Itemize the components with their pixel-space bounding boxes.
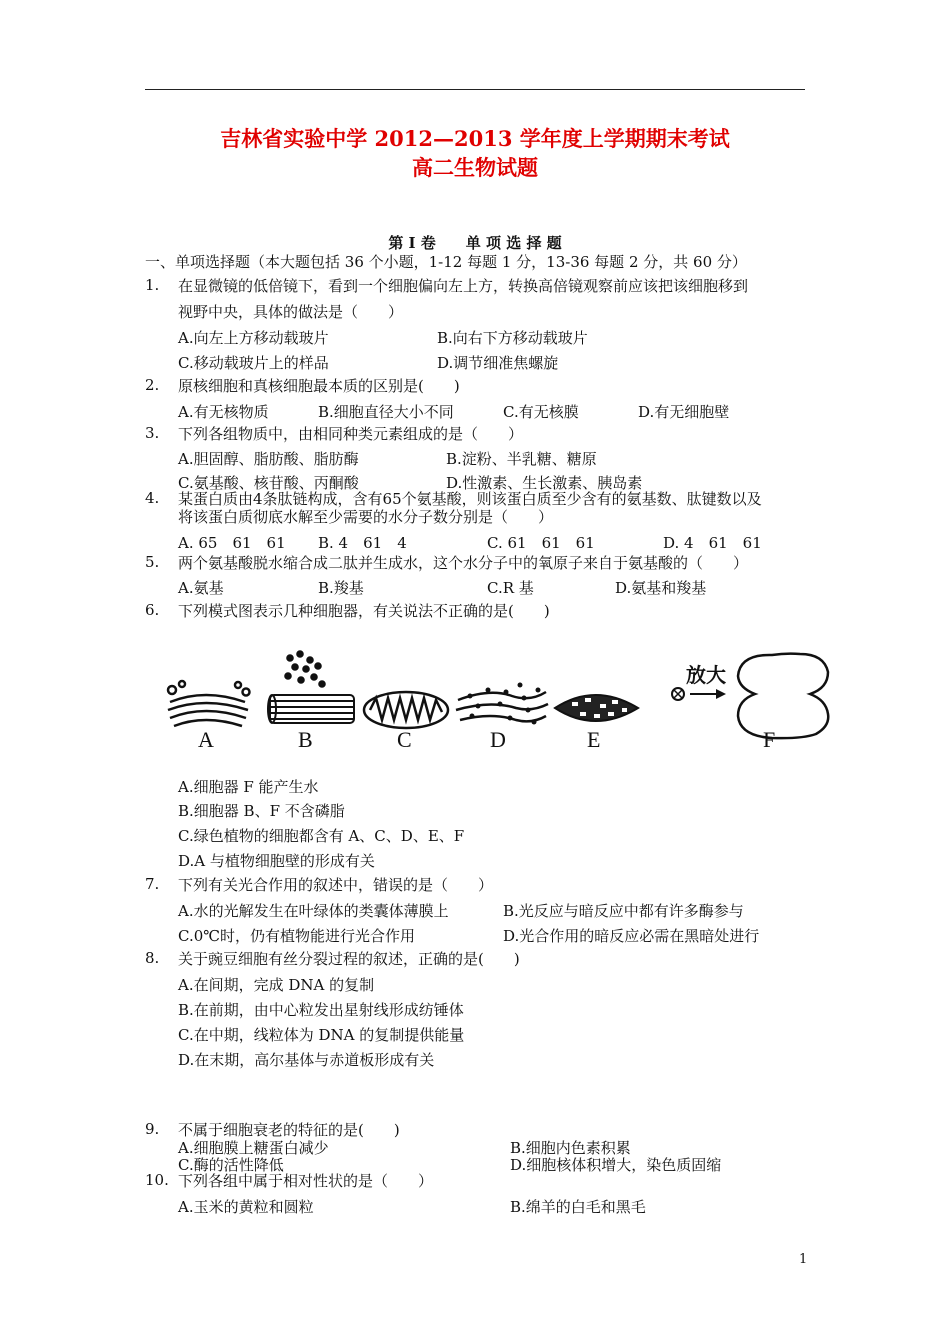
q6-option-a: A.细胞器 F 能产生水: [178, 778, 319, 796]
q5-option-b: B.羧基: [318, 579, 364, 597]
q9-option-a: A.细胞膜上糖蛋白减少: [178, 1139, 329, 1157]
organelle-e-chloroplast: [555, 695, 638, 721]
q9-number: 9.: [145, 1120, 160, 1138]
q4-option-d: D. 4 61 61: [663, 534, 762, 552]
q4-stem-line2: 将该蛋白质彻底水解至少需要的水分子数分别是（ ）: [178, 508, 554, 526]
organelle-c-mitochondrion: [364, 692, 448, 728]
section-intro: 一、单项选择题（本大题包括 36 个小题，1-12 每题 1 分，13-36 每题 2 分，共 60 分）: [145, 253, 747, 271]
q2-stem: 原核细胞和真核细胞最本质的区别是( ): [178, 377, 460, 395]
q9-option-d: D.细胞核体积增大，染色质固缩: [510, 1156, 722, 1174]
q7-stem: 下列有关光合作用的叙述中，错误的是（ ）: [178, 876, 494, 894]
enlarge-label: 放大: [686, 663, 726, 687]
q3-number: 3.: [145, 424, 160, 442]
q8-option-a: A.在间期，完成 DNA 的复制: [178, 976, 375, 994]
q5-option-d: D.氨基和羧基: [615, 579, 707, 597]
q3-option-c: C.氨基酸、核苷酸、丙酮酸: [178, 474, 359, 492]
q6-number: 6.: [145, 601, 160, 619]
q1-option-b: B.向右下方移动载玻片: [437, 329, 588, 347]
q7-number: 7.: [145, 875, 160, 893]
q7-option-a: A.水的光解发生在叶绿体的类囊体薄膜上: [178, 902, 449, 920]
q2-option-b: B.细胞直径大小不同: [318, 403, 454, 421]
figure-label-e: E: [587, 727, 601, 752]
q7-option-d: D.光合作用的暗反应必需在黑暗处进行: [503, 927, 760, 945]
q1-number: 1.: [145, 276, 160, 294]
organelle-a-golgi: [168, 681, 250, 726]
q1-stem-line2: 视野中央，具体的做法是（ ）: [178, 303, 404, 321]
header-rule: [145, 89, 805, 90]
q5-stem: 两个氨基酸脱水缩合成二肽并生成水，这个水分子中的氧原子来自于氨基酸的（ ）: [178, 554, 749, 572]
q8-stem: 关于豌豆细胞有丝分裂过程的叙述，正确的是( ): [178, 950, 520, 968]
q5-number: 5.: [145, 553, 160, 571]
q4-stem-line1: 某蛋白质由4条肽链构成，含有65个氨基酸，则该蛋白质至少含有的氨基数、肽键数以及: [178, 490, 762, 508]
figure-label-d: D: [490, 727, 506, 752]
section-heading: 第 Ⅰ 卷 单 项 选 择 题: [388, 234, 562, 252]
q3-option-a: A.胆固醇、脂肪酸、脂肪酶: [178, 450, 359, 468]
organelle-d-er: [456, 683, 548, 725]
q8-option-b: B.在前期，由中心粒发出星射线形成纺锤体: [178, 1001, 464, 1019]
figure-label-f: F: [763, 727, 776, 752]
figure-label-a: A: [198, 727, 214, 752]
figure-label-c: C: [397, 727, 412, 752]
q6-stem: 下列模式图表示几种细胞器，有关说法不正确的是( ): [178, 602, 550, 620]
q5-option-c: C.R 基: [487, 579, 534, 597]
q6-option-b: B.细胞器 B、F 不含磷脂: [178, 802, 345, 820]
q1-option-c: C.移动载玻片上的样品: [178, 354, 329, 372]
q1-option-d: D.调节细准焦螺旋: [437, 354, 559, 372]
q10-option-a: A.玉米的黄粒和圆粒: [178, 1198, 314, 1216]
q6-option-d: D.A 与植物细胞壁的形成有关: [178, 852, 375, 870]
q2-option-a: A.有无核物质: [178, 403, 269, 421]
q4-number: 4.: [145, 489, 160, 507]
exam-title: 吉林省实验中学 2012—2013 学年度上学期期末考试: [220, 126, 730, 151]
q1-stem-line1: 在显微镜的低倍镜下，看到一个细胞偏向左上方，转换高倍镜观察前应该把该细胞移到: [178, 277, 749, 295]
q10-number: 10.: [145, 1171, 169, 1189]
organelle-b-centriole: [268, 651, 354, 723]
q8-option-d: D.在末期，高尔基体与赤道板形成有关: [178, 1051, 435, 1069]
q4-option-a: A. 65 61 61: [178, 534, 286, 552]
q1-option-a: A.向左上方移动载玻片: [178, 329, 329, 347]
q9-stem: 不属于细胞衰老的特征的是( ): [178, 1121, 400, 1139]
q2-option-d: D.有无细胞壁: [638, 403, 730, 421]
q4-option-c: C. 61 61 61: [487, 534, 595, 552]
q10-option-b: B.绵羊的白毛和黑毛: [510, 1198, 646, 1216]
q10-stem: 下列各组中属于相对性状的是（ ）: [178, 1172, 434, 1190]
exam-subtitle: 高二生物试题: [412, 155, 538, 180]
q7-option-c: C.0℃时，仍有植物能进行光合作用: [178, 927, 416, 945]
q2-option-c: C.有无核膜: [503, 403, 579, 421]
q9-option-c: C.酶的活性降低: [178, 1156, 284, 1174]
q2-number: 2.: [145, 376, 160, 394]
figure-label-b: B: [298, 727, 313, 752]
q9-option-b: B.细胞内色素积累: [510, 1139, 631, 1157]
q8-option-c: C.在中期，线粒体为 DNA 的复制提供能量: [178, 1026, 465, 1044]
q3-stem: 下列各组物质中，由相同种类元素组成的是（ ）: [178, 425, 524, 443]
q3-option-b: B.淀粉、半乳糖、糖原: [446, 450, 597, 468]
q7-option-b: B.光反应与暗反应中都有许多酶参与: [503, 902, 744, 920]
page-number: 1: [799, 1252, 808, 1267]
q6-option-c: C.绿色植物的细胞都含有 A、C、D、E、F: [178, 827, 465, 845]
q4-option-b: B. 4 61 4: [318, 534, 407, 552]
q8-number: 8.: [145, 949, 160, 967]
q3-option-d: D.性激素、生长激素、胰岛素: [446, 474, 643, 492]
q5-option-a: A.氨基: [178, 579, 224, 597]
